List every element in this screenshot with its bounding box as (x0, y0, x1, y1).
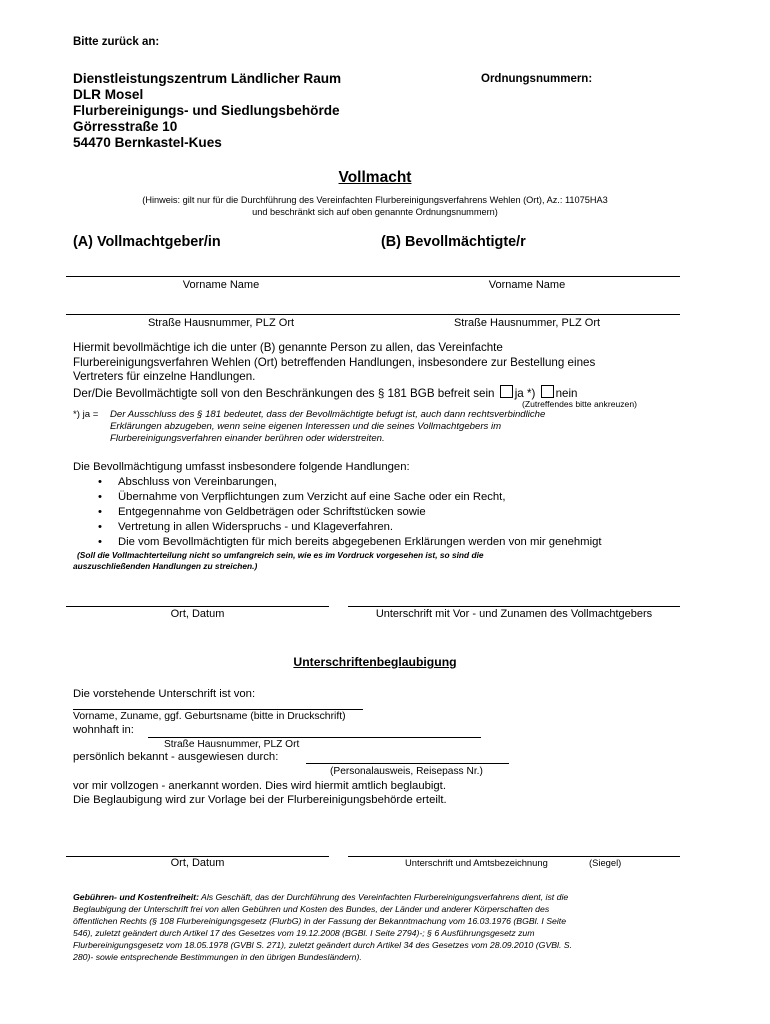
page-title: Vollmacht (338, 169, 412, 186)
cert-name-label: Vorname, Zuname, ggf. Geburtsname (bitte in Druckschrift) (73, 711, 346, 722)
scope-list (73, 475, 602, 550)
cert-submit: Die Beglaubigung wird zur Vorlage bei der Flurbereinigungsbehörde erteilt. (73, 794, 447, 806)
seal-label: (Siegel) (589, 857, 622, 868)
fee-line: 280)- sowie entsprechende Bestimmungen in den übrigen Bundesländern). (73, 952, 362, 962)
list-item: • Übernahme von Verpflichtungen zum Verzicht auf eine Sache oder ein Recht, (73, 490, 602, 505)
street-line[interactable] (66, 314, 680, 315)
name-label-a: Vorname Name (182, 279, 260, 291)
address-block (73, 71, 341, 151)
opt-yes-label: ja *) (514, 386, 536, 400)
opt-no-label: nein (555, 386, 578, 400)
cert-street-label: Straße Hausnummer, PLZ Ort (164, 739, 300, 750)
place-date-label: Ort, Datum (170, 608, 225, 620)
note-line: auszuschließenden Handlungen zu streichen.) (73, 560, 258, 571)
cert-name-line[interactable] (73, 709, 363, 710)
text-line: Flurbereinigungsverfahren Wehlen (Ort) betreffenden Handlungen, insbesondere zur Bestellung eines (73, 355, 596, 369)
checkbox-yes[interactable] (500, 385, 513, 398)
authorization-text (73, 341, 595, 401)
signature-line[interactable] (348, 606, 680, 607)
signature-label: Unterschrift mit Vor - und Zunamen des Vollmachtgebers (375, 608, 653, 620)
scope-intro: Die Bevollmächtigung umfasst insbesondere folgende Handlungen: (73, 461, 410, 473)
address-line: Görresstraße 10 (73, 119, 178, 134)
footnote-text (110, 409, 545, 446)
street-label-b: Straße Hausnummer, PLZ Ort (453, 317, 601, 329)
list-item: • Die vom Bevollmächtigten für mich bereits abgegebenen Erklärungen werden von mir genehmigt (73, 535, 602, 550)
cert-resident-label: wohnhaft in: (73, 724, 134, 736)
party-a-heading: (A) Vollmachtgeber/in (73, 234, 221, 250)
order-numbers-label: Ordnungsnummern: (481, 73, 593, 85)
cert-resident-line[interactable] (148, 737, 481, 738)
name-label-b: Vorname Name (488, 279, 566, 291)
footnote-line: Flurbereinigungsverfahren einander berühren oder widerstreiten. (110, 433, 385, 445)
text-line: Hiermit bevollmächtige ich die unter (B) genannte Person zu allen, das Vereinfachte (73, 341, 503, 354)
name-line[interactable] (66, 276, 680, 277)
scope-note (73, 550, 484, 571)
address-line: Flurbereinigungs- und Siedlungsbehörde (73, 103, 340, 118)
cert-id-label: (Personalausweis, Reisepass Nr.) (330, 766, 483, 777)
list-item: • Vertretung in allen Widerspruchs - und Klageverfahren. (73, 520, 602, 535)
address-line: 54470 Bernkastel-Kues (73, 135, 222, 150)
cert-statement (73, 779, 447, 807)
cert-done: vor mir vollzogen - anerkannt worden. Dies wird hiermit amtlich beglaubigt. (73, 780, 446, 792)
tick-note: (Zutreffendes bitte ankreuzen) (522, 399, 637, 409)
bgb-text: Der/Die Bevollmächtigte soll von den Beschränkungen des § 181 BGB befreit sein (73, 386, 495, 400)
list-item: • Abschluss von Vereinbarungen, (73, 475, 602, 490)
bgb-line (73, 385, 595, 402)
list-item: • Entgegennahme von Geldbeträgen oder Schriftstücken sowie (73, 505, 602, 520)
fee-title: Gebühren- und Kostenfreiheit: (73, 892, 199, 902)
hint-line: (Hinweis: gilt nur für die Durchführung des Vereinfachten Flurbereinigungsverfahrens Wehlen (Ort), Az.: 11075HA3 (142, 195, 608, 205)
party-b-heading: (B) Bevollmächtigte/r (381, 234, 526, 250)
note-line: (Soll die Vollmachterteilung nicht so umfangreich sein, wie es im Vordruck vorgesehen ist, so sind die (77, 550, 484, 560)
text-line: Vertreters für einzelne Handlungen. (73, 370, 256, 384)
cert-id-line[interactable] (306, 763, 509, 764)
return-to-label: Bitte zurück an: (73, 36, 160, 48)
fee-line: 546), zuletzt geändert durch Artikel 17 des Gesetzes vom 19.12.2008 (BGBl. I Seite 2794)-; § 6 Ausführungsgesetz zum (73, 928, 535, 938)
cert-intro: Die vorstehende Unterschrift ist von: (73, 688, 256, 700)
cert-known-label: persönlich bekannt - ausgewiesen durch: (73, 751, 279, 763)
footnote-line: Erklärungen abzugeben, wenn seine eigenen Interessen und die seines Vollmachtgebers im (110, 421, 502, 433)
official-signature-label: Unterschrift und Amtsbezeichnung (405, 857, 548, 868)
hint-line: und beschränkt sich auf oben genannte Ordnungsnummern) (252, 207, 498, 217)
fee-line: öffentlichen Rechts (§ 108 Flurbereinigungsgesetz (FlurbG) in der Fassung der Bekanntmachung vom 16.03.1976 (BGBl. I Seite (73, 916, 567, 926)
address-line: Dienstleistungszentrum Ländlicher Raum (73, 71, 342, 86)
place-date-label-2: Ort, Datum (170, 857, 225, 869)
footnote-mark: *) ja = (73, 409, 99, 420)
place-date-line[interactable] (66, 606, 329, 607)
street-label-a: Straße Hausnummer, PLZ Ort (147, 317, 295, 329)
address-line: DLR Mosel (73, 87, 144, 102)
certification-title: Unterschriftenbeglaubigung (293, 655, 457, 669)
footnote-line: Der Ausschluss des § 181 bedeutet, dass der Bevollmächtigte befugt ist, auch dann rechtsverbindliche (110, 409, 546, 420)
fee-line: Beglaubigung der Unterschrift frei von allen Gebühren und Kosten des Bundes, der Länder und anderer Körperschaften des (73, 904, 550, 914)
fee-line: Gebühren- und Kostenfreiheit: Als Geschäft, das der Durchführung des Vereinfachten Flurbereinigungsverfahrens dient, ist die (73, 892, 569, 902)
hint-text (0, 194, 750, 218)
fee-exemption-text (73, 891, 572, 963)
fee-line: Flurbereinigungsgesetz vom 18.05.1978 (GVBl S. 271), zuletzt geändert durch Artikel 34 des Gesetzes vom 28.09.2010 (GVBl. S. (73, 940, 572, 950)
checkbox-no[interactable] (541, 385, 554, 398)
